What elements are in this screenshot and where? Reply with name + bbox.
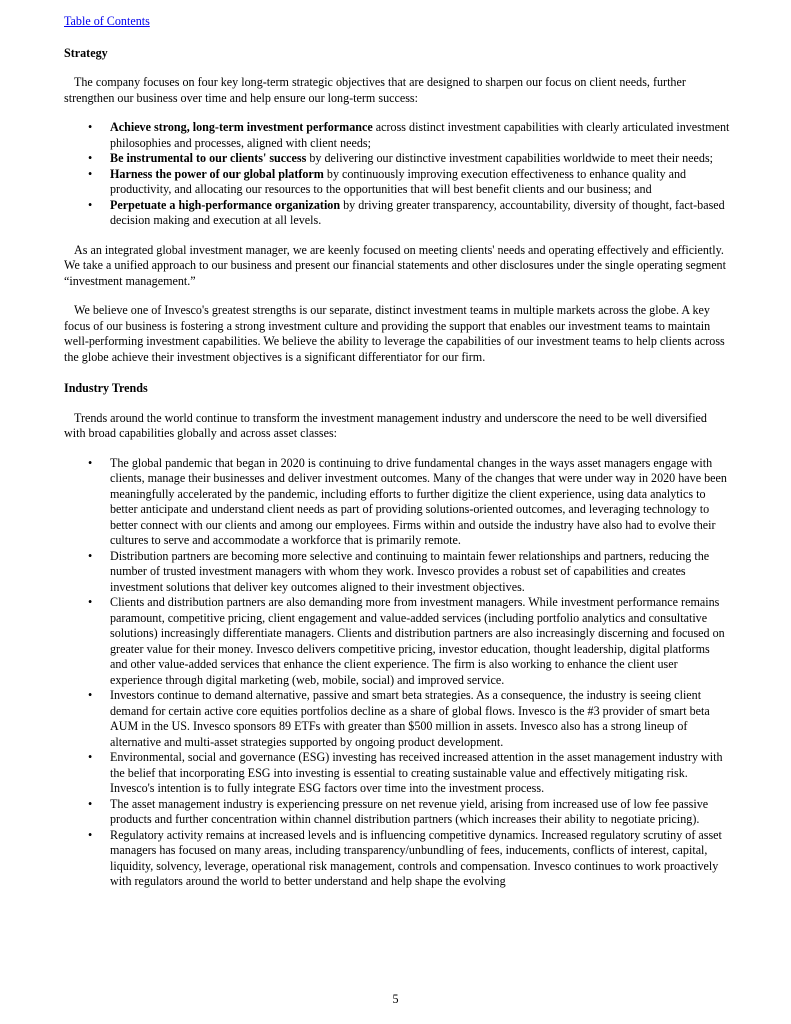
industry-trends-list — [64, 456, 730, 890]
list-item: • Distribution partners are becoming more selective and continuing to maintain fewer relationships and partners, reducing the number of trusted investment managers with whom they work. Invesco provides a robust set of capabilities and creates investment solutions that deliver key outcomes aligned to their investment objectives. — [64, 549, 730, 596]
objective-text: by driving greater transparency, accountability, diversity of thought, fact-based decision making and execution at all levels. — [110, 197, 725, 227]
list-item — [64, 198, 730, 229]
objective-text: across distinct investment capabilities with clearly articulated investment philosophies and processes, aligned with client needs; — [110, 120, 730, 150]
list-item — [64, 167, 730, 198]
list-item: • Regulatory activity remains at increased levels and is influencing competitive dynamics. Increased regulatory scrutiny of asset managers has focused on many areas, including transparency/unbundling of fees, inducements, conflicts of interest, capital, liquidity, solvency, leverage, operational risk management, controls and compensation. Invesco continues to work proactively with regulators around the world to better understand and help shape the evolving — [64, 828, 730, 890]
objective-title: Harness the power of our global platform — [110, 166, 324, 181]
objective-title: Achieve strong, long-term investment performance — [110, 120, 373, 134]
list-item: • The global pandemic that began in 2020 is continuing to drive fundamental changes in the ways asset managers engage with clients, manage their businesses and deliver investment outcomes. Many of the changes that were under way in 2020 have been meaningfully accelerated by the pandemic, including efforts to further digitize the client experience, using data analytics to better anticipate and understand client needs as part of providing solutions-oriented outcomes, and leveraging technology to better connect with our clients and among our employees. Firms within and outside the industry have also had to evolve their cultures to serve and accommodate a workforce that is primarily remote. — [64, 456, 730, 549]
industry-trends-intro: Trends around the world continue to transform the investment management industry and underscore the need to be well diversified with broad capabilities globally and across asset classes: — [64, 410, 707, 440]
objective-text: by continuously improving execution effectiveness to enhance quality and productivity, and allocating our resources to the opportunities that will best benefit clients and our business; and — [110, 166, 687, 196]
list-item: • Environmental, social and governance (ESG) investing has received increased attention in the asset management industry with the belief that incorporating ESG into investing is essential to creating sustainable value and effectively mitigating risk. Invesco's intention is to fully integrate ESG factors over time into the investment process. — [64, 750, 730, 797]
objective-title: Be instrumental to our clients' success — [110, 151, 307, 165]
strategy-paragraph-3: We believe one of Invesco's greatest strengths is our separate, distinct investment teams in multiple markets across the globe. A key focus of our business is fostering a strong investment culture and providing the support that enables our investment teams to maintain well-performing investment capabilities. We believe the ability to leverage the capabilities of our investment teams to help clients across the globe achieve their investment objectives is a significant differentiator for our firm. — [64, 303, 725, 364]
strategy-heading: Strategy — [64, 45, 108, 60]
objective-title: Perpetuate a high-performance organization — [110, 197, 341, 212]
list-item — [64, 120, 730, 151]
list-item — [64, 151, 730, 167]
strategy-intro: The company focuses on four key long-term strategic objectives that are designed to sharpen our focus on client needs, further strengthen our business over time and help ensure our long-term success: — [64, 75, 686, 105]
page-number: 5 — [392, 992, 399, 1006]
table-of-contents-link[interactable]: Table of Contents — [64, 14, 150, 28]
list-item: • The asset management industry is experiencing pressure on net revenue yield, arising from increased use of low fee passive products and further concentration within channel distribution partners (which increases their ability to negotiate pricing). — [64, 797, 730, 828]
strategy-objectives-list — [64, 120, 730, 229]
list-item: • Clients and distribution partners are also demanding more from investment managers. While investment performance remains paramount, competitive pricing, client engagement and value-added services (including portfolio analytics and consultative solutions) increasingly differentiate managers. Clients and distribution partners are also increasingly discerning and focused on greater value for their money. Invesco delivers competitive pricing, investor education, thought leadership, digital platforms and other value-added services that enhance the client experience. The firm is also working to enhance the client user experience through digital marketing (web, mobile, social) and improved service. — [64, 595, 730, 688]
objective-text: by delivering our distinctive investment capabilities worldwide to meet their needs; — [306, 151, 714, 165]
list-item: • Investors continue to demand alternative, passive and smart beta strategies. As a consequence, the industry is seeing client demand for certain active core equities portfolios decline as a share of global flows. Invesco is the #3 provider of smart beta AUM in the US. Invesco sponsors 89 ETFs with greater than $500 million in assets. Invesco also has a strong lineup of alternative and multi-asset strategies supported by ongoing product development. — [64, 688, 730, 750]
industry-trends-heading: Industry Trends — [64, 381, 148, 395]
strategy-paragraph-2: As an integrated global investment manager, we are keenly focused on meeting clients' needs and operating effectively and efficiently. We take a unified approach to our business and present our financial statements and other disclosures under the single operating segment “investment management.” — [64, 242, 726, 288]
page-body — [64, 14, 730, 890]
